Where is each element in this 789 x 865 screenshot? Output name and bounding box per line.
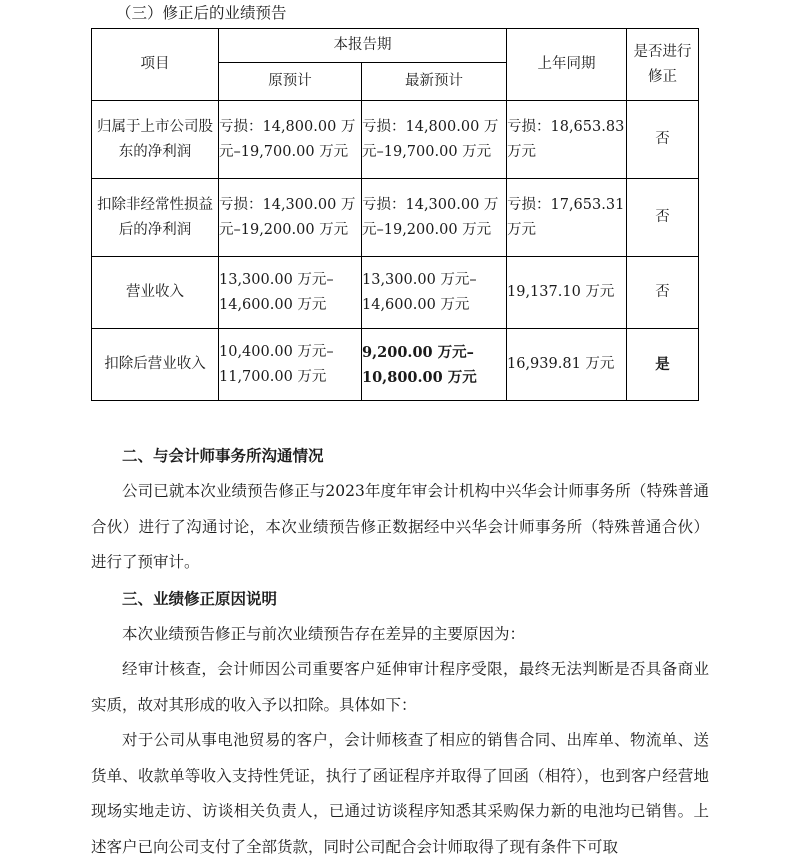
header-item: 项目: [92, 29, 219, 101]
row-item-label: 归属于上市公司股东的净利润: [92, 101, 219, 179]
row-latest-estimate: 13,300.00 万元–14,600.00 万元: [362, 257, 507, 329]
header-revised: 是否进行修正: [627, 29, 699, 101]
section-three-paragraph-2: 经审计核查，会计师因公司重要客户延伸审计程序受限，最终无法判断是否具备商业实质，故对其形成的收入予以扣除。具体如下：: [91, 660, 709, 714]
earnings-forecast-table-container: [91, 28, 699, 401]
table-row: [92, 101, 699, 179]
table-row: [92, 179, 699, 257]
row-revised-flag: 是: [627, 329, 699, 401]
section-heading-two: 二、与会计师事务所沟通情况: [122, 446, 324, 465]
table-row: [92, 329, 699, 401]
row-original-estimate: 亏损：14,300.00 万元–19,200.00 万元: [219, 179, 362, 257]
table-header-row-1: [92, 29, 699, 63]
section-two-paragraph: 公司已就本次业绩预告修正与2023年度年审会计机构中兴华会计师事务所（特殊普通合伙）进行了沟通讨论，本次业绩预告修正数据经中兴华会计师事务所（特殊普通合伙）进行了预审计。: [91, 482, 709, 571]
section-heading-three: 三、业绩修正原因说明: [122, 588, 278, 608]
section-three-paragraph-3: 对于公司从事电池贸易的客户，会计师核查了相应的销售合同、出库单、物流单、送货单、收款单等收入支持性凭证，执行了函证程序并取得了回函（相符），也到客户经营地现场实地走访、访谈相关负责人，已通过访谈程序知悉其采购保力新的电池均已销售。上述客户已向公司支付了全部货款，同时公司配合会计师取得了现有条件下可取: [91, 731, 709, 856]
header-original-estimate: 原预计: [219, 63, 362, 101]
row-item-label: 营业收入: [92, 257, 219, 329]
row-prior-year: 亏损：18,653.83 万元: [507, 101, 627, 179]
earnings-forecast-table: [91, 28, 699, 401]
row-prior-year: 16,939.81 万元: [507, 329, 627, 401]
row-revised-flag: 否: [627, 101, 699, 179]
row-item-label: 扣除后营业收入: [92, 329, 219, 401]
row-latest-estimate: 9,200.00 万元–10,800.00 万元: [362, 329, 507, 401]
row-latest-estimate: 亏损：14,300.00 万元–19,200.00 万元: [362, 179, 507, 257]
subsection-heading: （三）修正后的业绩预告: [116, 4, 287, 22]
row-revised-flag: 否: [627, 257, 699, 329]
row-original-estimate: 10,400.00 万元–11,700.00 万元: [219, 329, 362, 401]
row-latest-estimate: 亏损：14,800.00 万元–19,700.00 万元: [362, 101, 507, 179]
row-prior-year: 19,137.10 万元: [507, 257, 627, 329]
header-latest-estimate: 最新预计: [362, 63, 507, 101]
row-original-estimate: 亏损：14,800.00 万元–19,700.00 万元: [219, 101, 362, 179]
header-current-period: 本报告期: [219, 29, 507, 63]
header-prior-year: 上年同期: [507, 29, 627, 101]
row-revised-flag: 否: [627, 179, 699, 257]
row-original-estimate: 13,300.00 万元–14,600.00 万元: [219, 257, 362, 329]
table-row: [92, 257, 699, 329]
row-item-label: 扣除非经常性损益后的净利润: [92, 179, 219, 257]
row-prior-year: 亏损：17,653.31 万元: [507, 179, 627, 257]
section-three-paragraph-1: 本次业绩预告修正与前次业绩预告存在差异的主要原因为：: [122, 624, 526, 643]
document-body: [91, 438, 709, 865]
